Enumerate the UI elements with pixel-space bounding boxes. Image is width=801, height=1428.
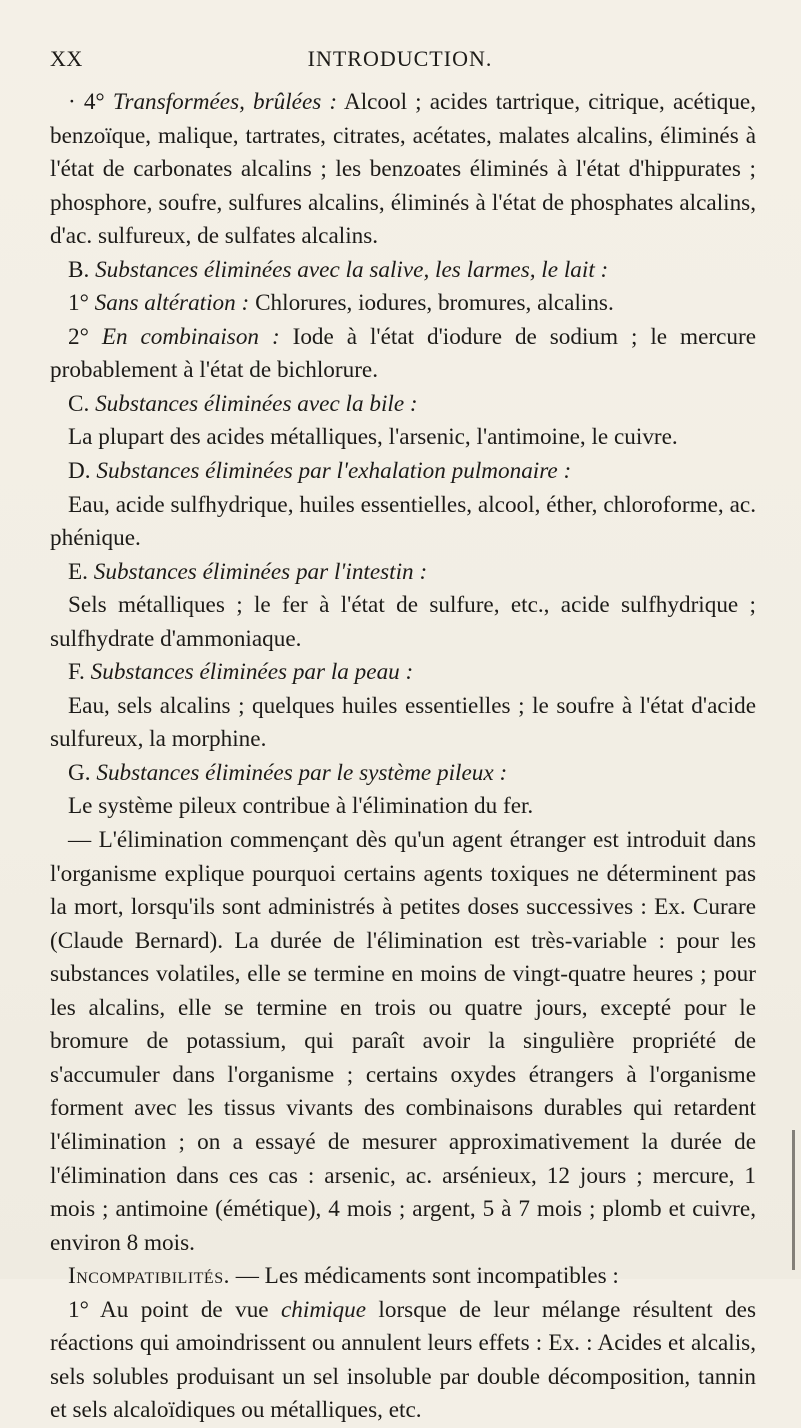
section-title: Substances éliminées par le système pileux : — [96, 759, 508, 786]
item-text: Alcool ; acides tartrique, citrique, acétique, benzoïque, malique, tartrates, citrates, acétates, malates alcalins, éliminés à l'état de carbonates alcalins ; les benzoates éliminés à l'état d'hippurates ; phosphore, soufre, sulfures alcalins, éliminés à l'état de phosphates alcalins, d'ac. sulfureux, de sulfates alcalins. — [50, 89, 756, 250]
paragraph-incompatibilites — [50, 1260, 756, 1294]
section-letter: G. — [68, 759, 97, 786]
paragraph-transformed — [50, 86, 756, 254]
paragraph-intestin: Sels métalliques ; le fer à l'état de sulfure, etc., acide sulfhydrique ; sulfhydrate d'ammoniaque. — [50, 592, 756, 652]
item-text: Chlorures, iodures, bromures, alcalins. — [249, 290, 614, 317]
item-number: · 4° — [68, 89, 113, 115]
running-title: INTRODUCTION. — [307, 46, 493, 71]
section-title: Substances éliminées par la peau : — [90, 659, 414, 686]
section-heading-d — [50, 455, 756, 489]
paragraph-pileux: Le système pileux contribue à l'élimination du fer. — [68, 793, 534, 820]
section-title: Substances éliminées par l'intestin : — [93, 558, 428, 585]
paragraph-en-combinaison — [50, 321, 756, 388]
item-label: chimique — [281, 1296, 367, 1323]
running-head — [50, 46, 750, 76]
incompatibilites-heading: Incompatibilités. — [68, 1263, 230, 1290]
section-heading-c — [50, 388, 756, 422]
body-text — [50, 86, 756, 1428]
page-number: XX — [50, 46, 83, 71]
section-letter: D. — [68, 458, 97, 485]
paragraph-chimique — [50, 1294, 756, 1428]
section-letter: E. — [68, 558, 94, 585]
section-title: Substances éliminées avec la bile : — [95, 390, 418, 417]
paragraph-bile: La plupart des acides métalliques, l'arsenic, l'antimoine, le cuivre. — [68, 424, 678, 451]
page-edge-mark — [792, 1130, 795, 1270]
paragraph-pulmonaire: Eau, acide sulfhydrique, huiles essentielles, alcool, éther, chloroforme, ac. phénique. — [50, 491, 756, 552]
section-heading-g — [50, 757, 756, 791]
item-label: Transformées, brûlées : — [112, 89, 338, 115]
section-heading-f — [50, 656, 756, 690]
section-title: Substances éliminées par l'exhalation pulmonaire : — [96, 458, 572, 485]
item-number: 2° — [68, 323, 102, 350]
item-text: lorsque de leur mélange résultent des réactions qui amoindrissent ou annulent leurs effets : Ex. : Acides et alcalis, sels solubles produisant un sel insoluble par double décomposition, tannin et sels alcaloïdiques ou métalliques, etc. — [50, 1296, 756, 1424]
section-letter: F. — [68, 659, 91, 686]
item-number: 1° — [68, 290, 95, 317]
section-letter: C. — [68, 390, 96, 417]
paragraph-sans-alteration — [50, 287, 756, 321]
paragraph-peau: Eau, sels alcalins ; quelques huiles essentielles ; le soufre à l'état d'acide sulfureux, la morphine. — [50, 692, 756, 753]
item-label: En combinaison : — [101, 323, 280, 350]
item-text: Iode à l'état d'iodure de sodium ; le mercure probablement à l'état de bichlorure. — [50, 323, 756, 384]
section-letter: B. — [68, 256, 96, 283]
item-label: Sans altération : — [94, 290, 250, 317]
section-heading-b — [50, 254, 756, 288]
item-text: — Les médicaments sont incompatibles : — [229, 1263, 619, 1290]
section-title: Substances éliminées avec la salive, les larmes, le lait : — [95, 256, 609, 283]
item-number: 1° Au point de vue — [68, 1296, 282, 1323]
section-heading-e — [50, 556, 756, 590]
paragraph-elimination-duration: — L'élimination commençant dès qu'un agent étranger est introduit dans l'organisme explique pourquoi certains agents toxiques ne déterminent pas la mort, lorsqu'ils sont administrés à petites doses successives : Ex. Curare (Claude Bernard). La durée de l'élimination est très-variable : pour les substances volatiles, elle se termine en moins de vingt-quatre heures ; pour les alcalins, elle se termine en trois ou quatre jours, excepté pour le bromure de potassium, qui paraît avoir la singulière propriété de s'accumuler dans l'organisme ; certains oxydes étrangers à l'organisme forment avec les tissus vivants des combinaisons durables qui retardent l'élimination ; on a essayé de mesurer approximativement la durée de l'élimination dans ces cas : arsenic, ac. arsénieux, 12 jours ; mercure, 1 mois ; antimoine (émétique), 4 mois ; argent, 5 à 7 mois ; plomb et cuivre, environ 8 mois. — [50, 827, 756, 1256]
